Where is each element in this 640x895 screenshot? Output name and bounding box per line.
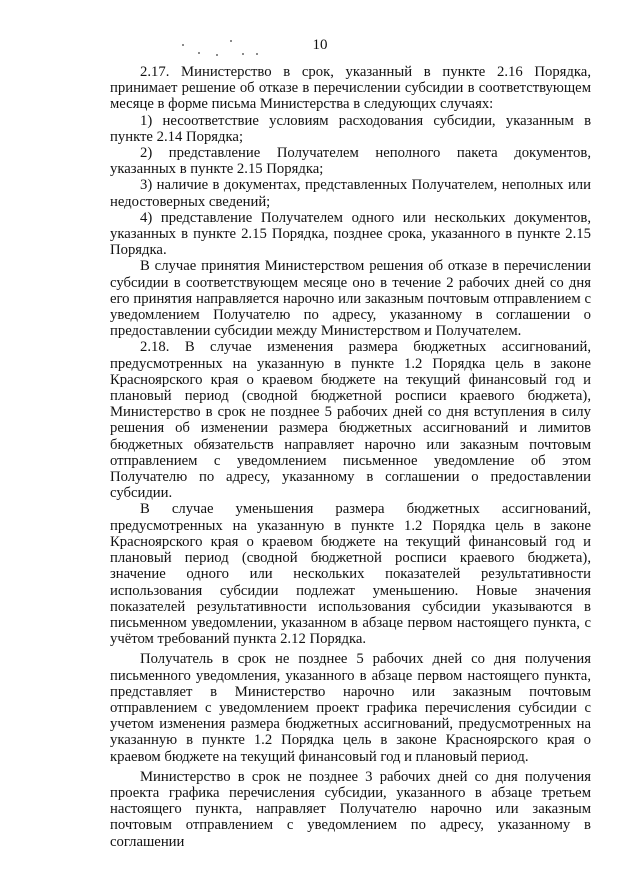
paragraph-ministry-response: Министерство в срок не позднее 3 рабочих дней со дня получения проекта графика перечисления субсидии, указанного в абзаце третьем настоящего пункта, направляет Получателю нарочно или заказным почтовым отправлением с уведомлением по адресу, указанному в соглашении [110, 768, 591, 850]
paragraph-item-2: 2) представление Получателем неполного пакета документов, указанных в пункте 2.15 Порядка; [110, 145, 591, 178]
paragraph-reduction: В случае уменьшения размера бюджетных ассигнований, предусмотренных на указанную в пункте 1.2 Порядка цель в законе Красноярского края о краевом бюджете на текущий финансовый год и плановый период (сводной бюджетной росписи краевого бюджета), значение одного или нескольких показателей результативности использования субсидии подлежат уменьшению. Новые значения показателей результативности использования субсидии указываются в письменном уведомлении, указанном в абзаце первом настоящего пункта, с учётом требований пункта 2.12 Порядка. [110, 501, 591, 648]
paragraph-item-1: 1) несоответствие условиям расходования субсидии, указанным в пункте 2.14 Порядка; [110, 112, 591, 145]
page-number: 10 [312, 37, 328, 53]
paragraph-2-18: 2.18. В случае изменения размера бюджетных ассигнований, предусмотренных на указанную в пункте 1.2 Порядка цель в законе Красноярского края о краевом бюджете на текущий финансовый год и плановый период (сводной бюджетной росписи краевого бюджета), Министерство в срок не позднее 5 рабочих дней со дня вступления в силу решения об изменении размера бюджетных ассигнований и лимитов бюджетных обязательств направляет нарочно или заказным почтовым отправлением с уведомлением письменное уведомление об этом Получателю по адресу, указанному в соглашении о предоставлении субсидии. [110, 339, 591, 502]
paragraph-2-17: 2.17. Министерство в срок, указанный в пункте 2.16 Порядка, принимает решение об отказе в перечислении субсидии в соответствующем месяце в форме письма Министерства в следующих случаях: [110, 64, 591, 113]
paragraph-item-4: 4) представление Получателем одного или нескольких документов, указанных в пункте 2.15 Порядка, позднее срока, указанного в пункте 2.15 Порядка. [110, 209, 591, 259]
paragraph-recipient-schedule: Получатель в срок не позднее 5 рабочих дней со дня получения письменного уведомления, указанного в абзаце первом настоящего пункта, представляет в Министерство нарочно или заказным почтовым отправлением с уведомлением проект графика перечисления субсидии с учетом изменения размера бюджетных ассигнований, предусмотренных на указанную в пункте 1.2 Порядка цель в законе Красноярского края о краевом бюджете на текущий финансовый год и плановый период. [110, 651, 591, 765]
paragraph-refusal-notice: В случае принятия Министерством решения об отказе в перечислении субсидии в соответствующем месяце оно в течение 2 рабочих дней со дня его принятия направляется нарочно или заказным почтовым отправлением с уведомлением Получателю по адресу, указанному в соглашении о предоставлении субсидии между Министерством и Получателем. [110, 258, 591, 340]
paragraph-item-3: 3) наличие в документах, представленных Получателем, неполных или недостоверных сведений; [110, 177, 591, 210]
document-body [110, 64, 591, 850]
